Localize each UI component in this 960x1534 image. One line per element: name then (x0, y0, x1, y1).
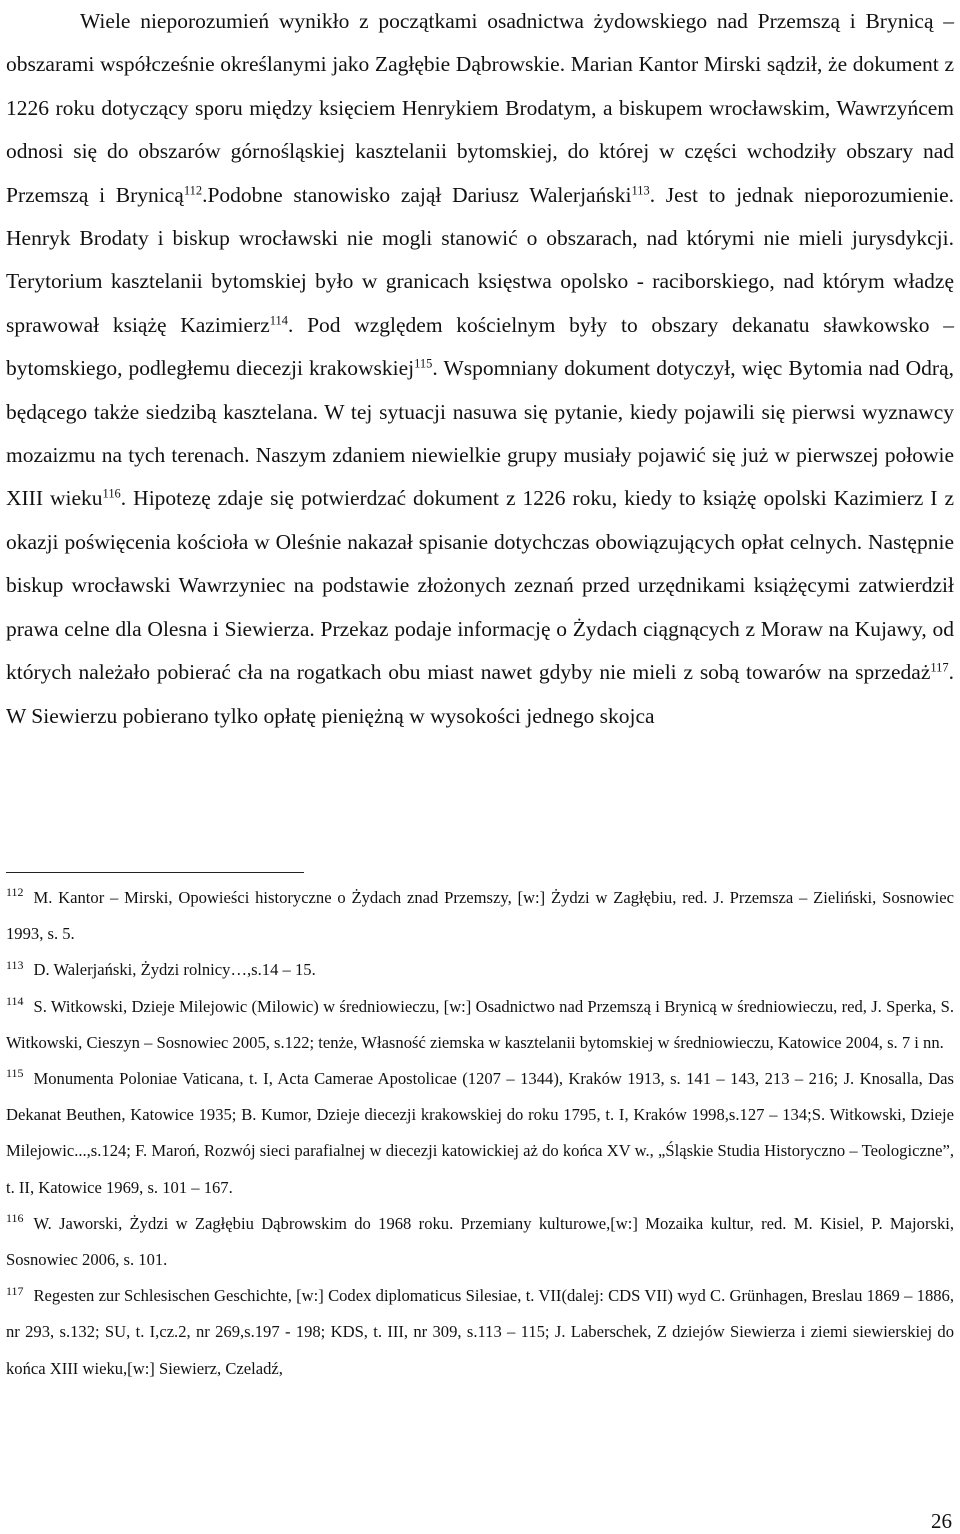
footnote-number: 112 (6, 885, 24, 900)
text-segment: . W Siewierzu pobierano tylko opłatę pieniężną w wysokości jednego skojca (6, 660, 954, 728)
text-segment: Wiele nieporozumień wynikło z początkami osadnictwa żydowskiego nad Przemszą i Brynicą – obszarami współcześnie określanymi jako Zagłębie Dąbrowskie. Marian Kantor Mirski sądził, że dokument z 1226 roku dotyczący sporu między księciem Henrykiem Brodatym, a biskupem wrocławskim, Wawrzyńcem odnosi się do obszarów górnośląskiej kasztelanii bytomskiej, do której w części wchodziły obszary nad Przemszą i Brynicą (6, 9, 954, 207)
footnote-number: 117 (6, 1283, 24, 1298)
footnote-114 (6, 989, 954, 1061)
text-segment: . Pod względem kościelnym były to obszary dekanatu sławkowsko – bytomskiego, podległemu diecezji krakowskiej (6, 312, 954, 381)
footnote-ref-117[interactable]: 117 (930, 660, 949, 675)
footnote-number: 115 (6, 1066, 24, 1081)
text-segment: . Wspomniany dokument dotyczył, więc Bytomia nad Odrą, będącego także siedzibą kasztelana. W tej sytuacji nasuwa się pytanie, kiedy pojawili się pierwsi wyznawcy mozaizmu na tych terenach. Naszym zdaniem niewielkie grupy musiały pojawić się już w pierwszej połowie XIII wieku (6, 356, 954, 511)
footnote-113 (6, 952, 954, 988)
footnote-ref-116[interactable]: 116 (102, 486, 121, 501)
footnote-text: M. Kantor – Mirski, Opowieści historyczne o Żydach znad Przemszy, [w:] Żydzi w Zagłębiu, red. J. Przemsza – Zieliński, Sosnowiec 1993, s. 5. (6, 888, 954, 944)
footnote-ref-115[interactable]: 115 (414, 356, 433, 371)
footnote-text: W. Jaworski, Żydzi w Zagłębiu Dąbrowskim do 1968 roku. Przemiany kulturowe,[w:] Mozaika kultur, red. M. Kisiel, P. Majorski, Sosnowiec 2006, s. 101. (6, 1213, 954, 1270)
footnotes (6, 880, 954, 1387)
footnote-ref-114[interactable]: 114 (269, 313, 289, 328)
main-text (6, 0, 954, 738)
footnote-number: 116 (6, 1211, 24, 1226)
footnote-text: D. Walerjański, Żydzi rolnicy…,s.14 – 15. (33, 960, 316, 980)
text-segment: . Jest to jednak nieporozumienie. Henryk Brodaty i biskup wrocławski nie mogli stanowić o obszarach, nad którymi nie mieli jurysdykcji. Terytorium kasztelanii bytomskiej było w granicach księstwa opolsko - raciborskiego, nad którym władzę sprawował książę Kazimierz (6, 182, 954, 337)
footnote-number: 113 (6, 957, 24, 972)
footnote-number: 114 (6, 994, 24, 1009)
footnote-117 (6, 1278, 954, 1387)
footnote-115 (6, 1061, 954, 1206)
footnote-separator (6, 872, 304, 873)
footnote-116 (6, 1206, 954, 1278)
footnote-ref-112[interactable]: 112 (183, 182, 203, 197)
footnote-text: S. Witkowski, Dzieje Milejowic (Milowic) w średniowieczu, [w:] Osadnictwo nad Przemszą i Brynicą w średniowieczu, red, J. Sperka, S. Witkowski, Cieszyn – Sosnowiec 2005, s.122; tenże, Własność ziemska w kasztelanii bytomskiej w średniowieczu, Katowice 2004, s. 7 i nn. (6, 996, 954, 1052)
page-number: 26 (931, 1509, 952, 1533)
text-segment: .Podobne stanowisko zajął Dariusz Walerjański (202, 182, 632, 207)
footnote-ref-113[interactable]: 113 (631, 182, 650, 197)
body-paragraph (6, 0, 954, 738)
text-segment: . Hipotezę zdaje się potwierdzać dokument z 1226 roku, kiedy to książę opolski Kazimierz I z okazji poświęcenia kościoła w Oleśnie nakazał spisanie dotychczas obowiązujących opłat celnych. Następnie biskup wrocławski Wawrzyniec na podstawie złożonych zeznań przed urzędnikami książęcymi zatwierdził prawa celne dla Olesna i Siewierza. Przekaz podaje informację o Żydach ciągnących z Moraw na Kujawy, od których należało pobierać cła na rogatkach obu miast nawet gdyby nie mieli z sobą towarów na sprzedaż (6, 486, 954, 685)
footnote-112 (6, 880, 954, 952)
footnote-text: Regesten zur Schlesischen Geschichte, [w:] Codex diplomaticus Silesiae, t. VII(dalej: CDS VII) wyd C. Grünhagen, Breslau 1869 – 1886, nr 293, s.132; SU, t. I,cz.2, nr 269,s.197 - 198; KDS, t. III, nr 309, s.113 – 115; J. Laberschek, Z dziejów Siewierza i ziemi siewierskiej do końca XIII wieku,[w:] Siewierz, Czeladź, (6, 1286, 954, 1378)
footnote-text: Monumenta Poloniae Vaticana, t. I, Acta Camerae Apostolicae (1207 – 1344), Kraków 1913, s. 141 – 143, 213 – 216; J. Knosalla, Das Dekanat Beuthen, Katowice 1935; B. Kumor, Dzieje diecezji krakowskiej do roku 1795, t. I, Kraków 1998,s.127 – 134;S. Witkowski, Dzieje Milejowic...,s.124; F. Maroń, Rozwój sieci parafialnej w diecezji katowickiej aż do końca XV w., „Śląskie Studia Historyczno – Teologiczne”, t. II, Katowice 1969, s. 101 – 167. (6, 1069, 954, 1197)
